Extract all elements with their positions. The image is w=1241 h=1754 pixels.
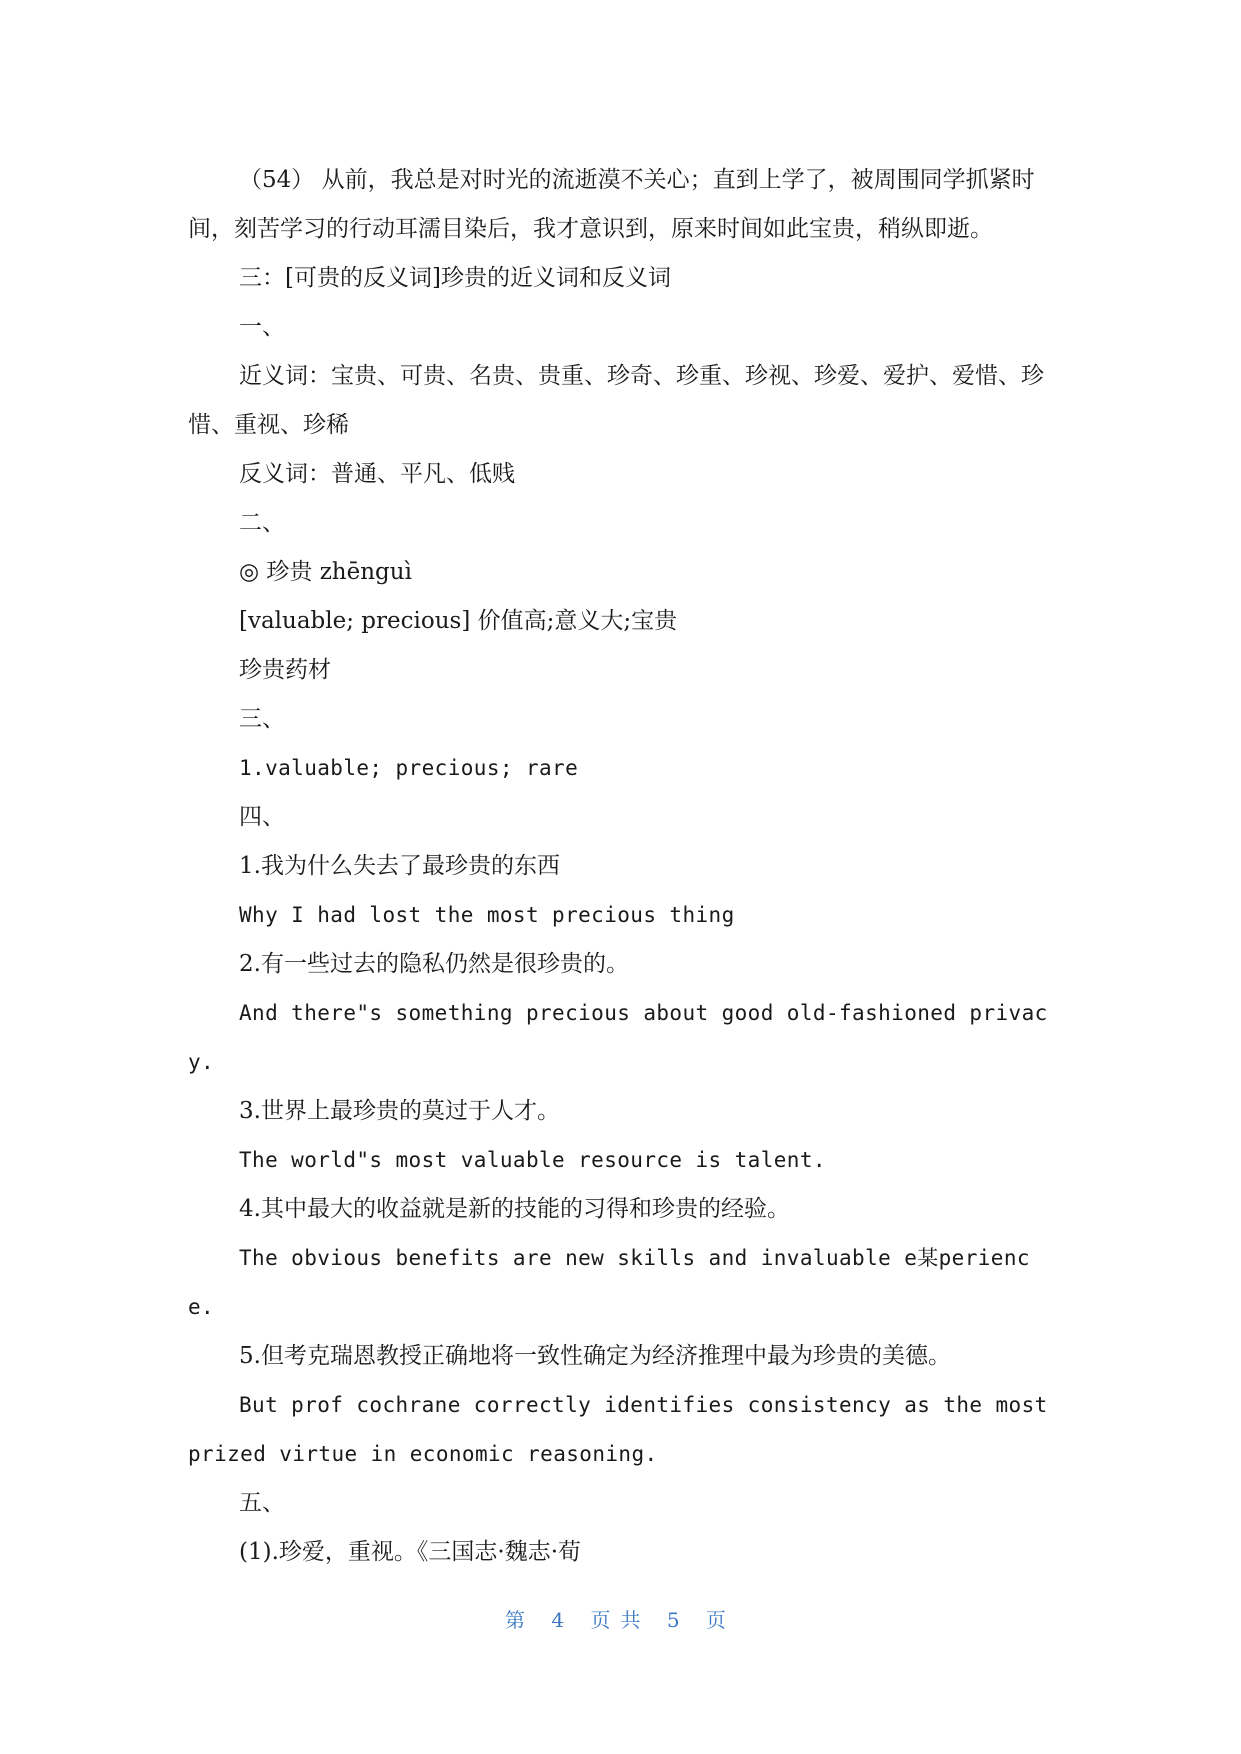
definition-line: [valuable; precious] 价值高;意义大;宝贵 — [239, 608, 678, 634]
antonyms-line: 反义词：普通、平凡、低贱 — [239, 461, 515, 487]
subheading-4: 四、 — [239, 804, 285, 830]
example-5-en: But prof cochrane correctly identifies consistency as the most prized virtue in economic reasoning. — [188, 1393, 1048, 1466]
example-2-en: And there"s something precious about good old-fashioned privacy. — [188, 1001, 1048, 1074]
example-4-cn: 4.其中最大的收益就是新的技能的习得和珍贵的经验。 — [239, 1196, 790, 1222]
example-1-cn: 1.我为什么失去了最珍贵的东西 — [239, 853, 560, 879]
document-body — [188, 156, 1054, 1577]
page-number-footer: 第 4 页共 5 页 — [505, 1608, 736, 1632]
example-5-cn: 5.但考克瑞恩教授正确地将一致性确定为经济推理中最为珍贵的美德。 — [239, 1343, 951, 1369]
translation-line: 1.valuable; precious; rare — [239, 756, 579, 780]
subheading-3: 三、 — [239, 706, 285, 732]
classical-citation: (1).珍爱，重视。《三国志·魏志·荀 — [239, 1539, 582, 1565]
example-phrase: 珍贵药材 — [239, 657, 331, 683]
subheading-5: 五、 — [239, 1490, 285, 1516]
paragraph-54: （54） 从前，我总是对时光的流逝漠不关心；直到上学了，被周围同学抓紧时间，刻苦学习的行动耳濡目染后，我才意识到，原来时间如此宝贵，稍纵即逝。 — [188, 167, 1035, 242]
example-1-en: Why I had lost the most precious thing — [239, 903, 735, 927]
example-2-cn: 2.有一些过去的隐私仍然是很珍贵的。 — [239, 951, 629, 977]
example-4-en: The obvious benefits are new skills and invaluable e某perience. — [188, 1246, 1030, 1319]
subheading-2: 二、 — [239, 510, 285, 536]
subheading-1: 一、 — [239, 314, 285, 340]
example-3-cn: 3.世界上最珍贵的莫过于人才。 — [239, 1098, 560, 1124]
example-3-en: The world"s most valuable resource is talent. — [239, 1148, 826, 1172]
synonyms-line: 近义词：宝贵、可贵、名贵、贵重、珍奇、珍重、珍视、珍爱、爱护、爱惜、珍惜、重视、珍稀 — [188, 363, 1044, 438]
pinyin-line: ◎ 珍贵 zhēnguì — [239, 559, 412, 585]
section-heading-3: 三：[可贵的反义词]珍贵的近义词和反义词 — [239, 265, 671, 291]
